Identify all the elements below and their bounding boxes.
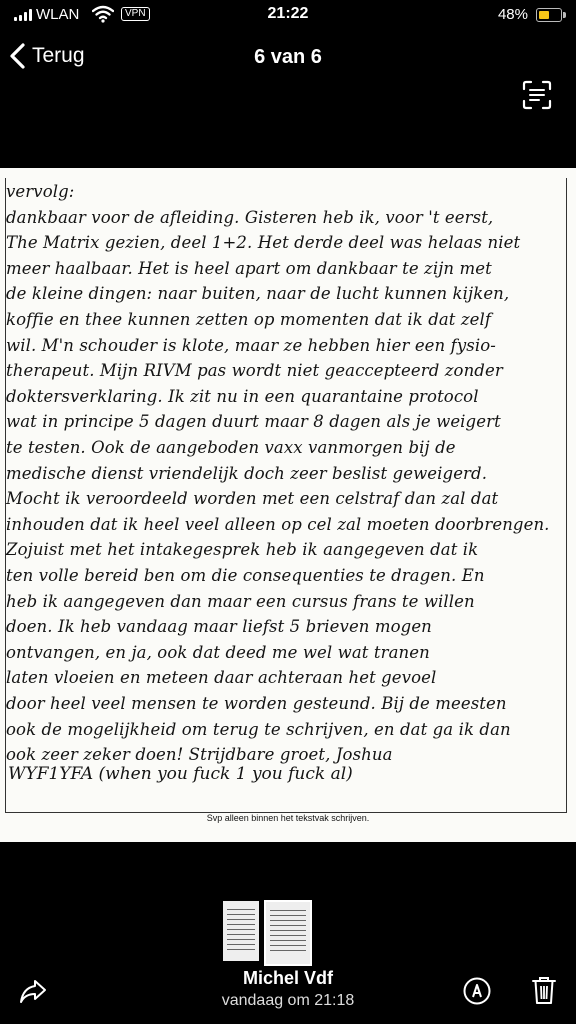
text-line: vervolg:	[6, 182, 75, 201]
text-line: Mocht ik veroordeeld worden met een celstraf dan zal dat	[6, 489, 499, 509]
status-time: 21:22	[267, 5, 309, 22]
thumbnail-page-6[interactable]	[264, 900, 312, 966]
text-line: ook zeer zeker doen! Strijdbare groet, Joshua	[6, 745, 393, 765]
text-line: inhouden dat ik heel veel alleen op cel zal moeten doorbrengen.	[6, 514, 550, 534]
scanned-document	[0, 168, 576, 842]
text-line: koffie en thee kunnen zetten op momenten dat ik dat zelf	[6, 310, 492, 329]
text-line: ontvangen, en ja, ook dat deed me wel wat tranen	[6, 642, 430, 662]
battery-level	[539, 11, 549, 19]
markup-icon[interactable]	[462, 976, 492, 1006]
text-line: dankbaar voor de afleiding. Gisteren heb ik, voor 't eerst,	[6, 207, 494, 227]
status-bar	[0, 0, 576, 30]
thumbnail-page-5[interactable]	[223, 901, 259, 961]
text-line: de kleine dingen: naar buiten, naar de lucht kunnen kijken,	[6, 284, 510, 304]
carrier-label: WLAN	[36, 6, 80, 23]
text-line: doen. Ik heb vandaag maar liefst 5 brieven mogen	[6, 617, 432, 637]
text-line: door heel veel mensen te worden gesteund. Bij de meesten	[6, 694, 507, 713]
text-line: therapeut. Mijn RIVM pas wordt niet geaccepteerd zonder	[6, 361, 503, 381]
trash-icon[interactable]	[530, 974, 558, 1006]
text-line: medische dienst vriendelijk doch zeer beslist geweigerd.	[6, 463, 488, 483]
form-caption: Svp alleen binnen het tekstvak schrijven.	[206, 813, 370, 823]
text-line: laten vloeien en meteen daar achteraan het gevoel	[6, 668, 437, 688]
text-line: heb ik aangegeven dan maar een cursus frans te willen	[6, 591, 475, 611]
text-line: wat in principe 5 dagen duurt maar 8 dagen als je weigert	[6, 412, 501, 432]
text-line: The Matrix gezien, deel 1+2. Het derde deel was helaas niet	[6, 233, 521, 253]
battery-icon	[536, 8, 562, 22]
text-line: te testen. Ook de aangeboden vaxx vanmorgen bij de	[6, 438, 456, 457]
signoff-text: WYF1YFA (when you fuck 1 you fuck al)	[8, 764, 353, 784]
text-line: ook de mogelijkheid om terug te schrijven, en dat ga ik dan	[6, 719, 511, 739]
text-line: wil. M'n schouder is klote, maar ze hebben hier een fysio-	[6, 335, 496, 355]
scan-text-icon[interactable]	[522, 80, 552, 110]
text-line: ten volle bereid ben om die consequenties te dragen. En	[6, 566, 485, 585]
thumbnail-strip	[223, 901, 312, 966]
back-label: Terug	[32, 44, 85, 67]
page-title: 6 van 6	[254, 46, 322, 68]
vpn-badge: VPN	[121, 7, 150, 21]
text-line: Zojuist met het intakegesprek heb ik aangegeven dat ik	[6, 540, 479, 560]
timestamp: vandaag om 21:18	[221, 992, 355, 1009]
battery-percent: 48%	[497, 6, 528, 23]
text-line: meer haalbaar. Het is heel apart om dankbaar te zijn met	[6, 258, 492, 278]
text-line: doktersverklaring. Ik zit nu in een quarantaine protocol	[6, 386, 479, 406]
owner-name: Michel Vdf	[242, 968, 333, 988]
